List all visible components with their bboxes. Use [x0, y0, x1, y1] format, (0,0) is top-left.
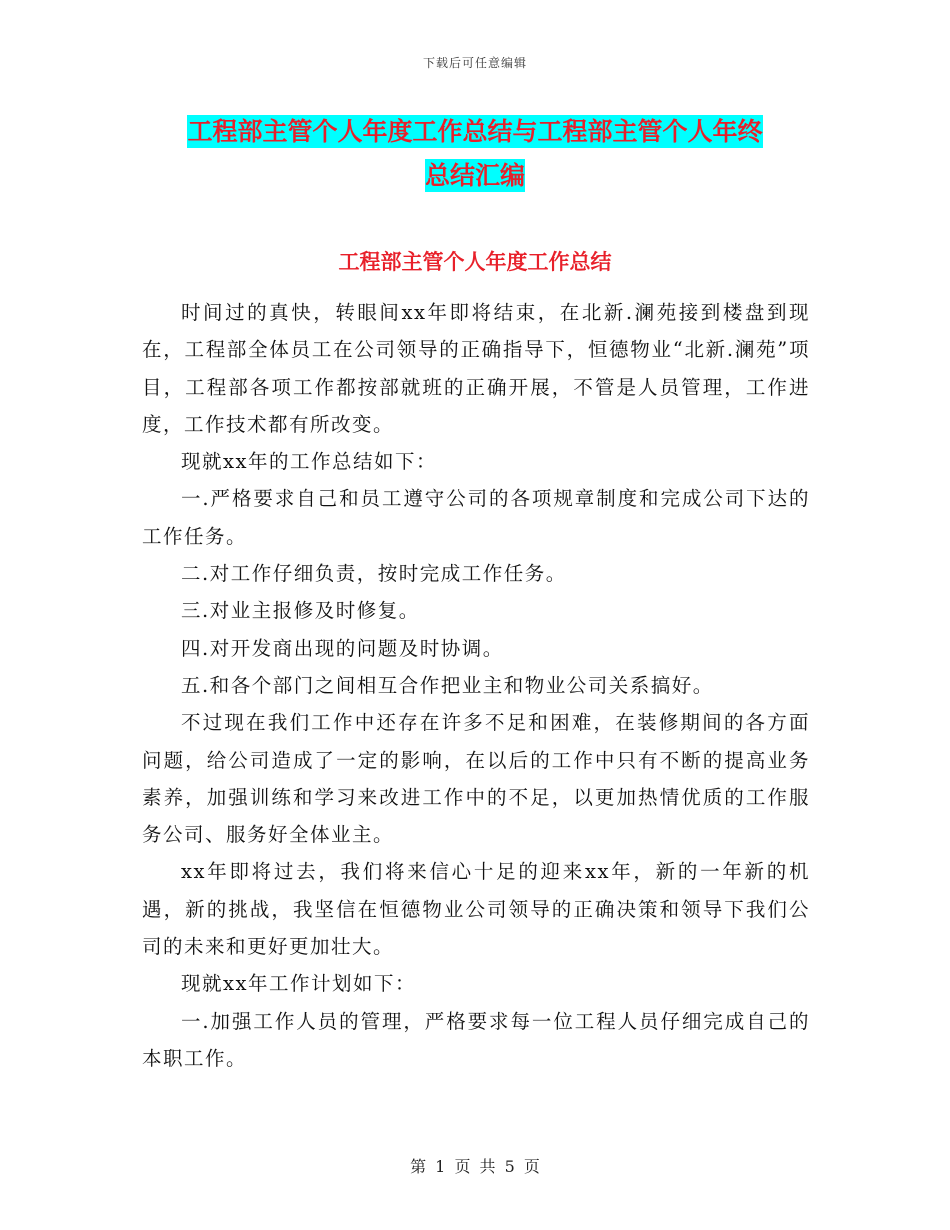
page-header: 下载后可任意编辑 [422, 56, 527, 70]
page-number-footer: 第 1 页 共 5 页 [410, 1157, 540, 1176]
paragraph: xx年即将过去，我们将来信心十足的迎来xx年，新的一年新的机遇，新的挑战，我坚信在恒德物业公司领导的正确决策和领导下我们公司的未来和更好更加壮大。 [142, 860, 810, 959]
paragraph: 时间过的真快，转眼间xx年即将结束，在北新.澜苑接到楼盘到现在，工程部全体员工在公司领导的正确指导下，恒德物业“北新.澜苑”项目，工程部各项工作都按部就班的正确开展，不管是人员管理，工作进度，工作技术都有所改变。 [142, 301, 810, 436]
paragraph: 现就xx年的工作总结如下： [181, 450, 437, 474]
paragraph: 五.和各个部门之间相互合作把业主和物业公司关系搞好。 [181, 673, 714, 697]
document-title [150, 110, 800, 198]
paragraph: 二.对工作仔细负责，按时完成工作任务。 [181, 562, 567, 586]
paragraph: 三.对业主报修及时修复。 [181, 599, 420, 623]
paragraph: 不过现在我们工作中还存在许多不足和困难，在装修期间的各方面问题，给公司造成了一定的影响，在以后的工作中只有不断的提高业务素养，加强训练和学习来改进工作中的不足，以更加热情优质的工作服务公司、服务好全体业主。 [142, 711, 810, 847]
paragraph: 一.加强工作人员的管理，严格要求每一位工程人员仔细完成自己的本职工作。 [142, 1009, 810, 1070]
document-body [142, 294, 810, 1077]
paragraph: 一.严格要求自己和员工遵守公司的各项规章制度和完成公司下达的工作任务。 [142, 487, 810, 548]
section-title: 工程部主管个人年度工作总结 [338, 250, 612, 274]
paragraph: 现就xx年工作计划如下： [181, 972, 416, 996]
document-title-line-1: 工程部主管个人年度工作总结与工程部主管个人年终 [187, 117, 763, 146]
document-title-line-2: 总结汇编 [424, 161, 525, 190]
paragraph: 四.对开发商出现的问题及时协调。 [181, 636, 504, 660]
